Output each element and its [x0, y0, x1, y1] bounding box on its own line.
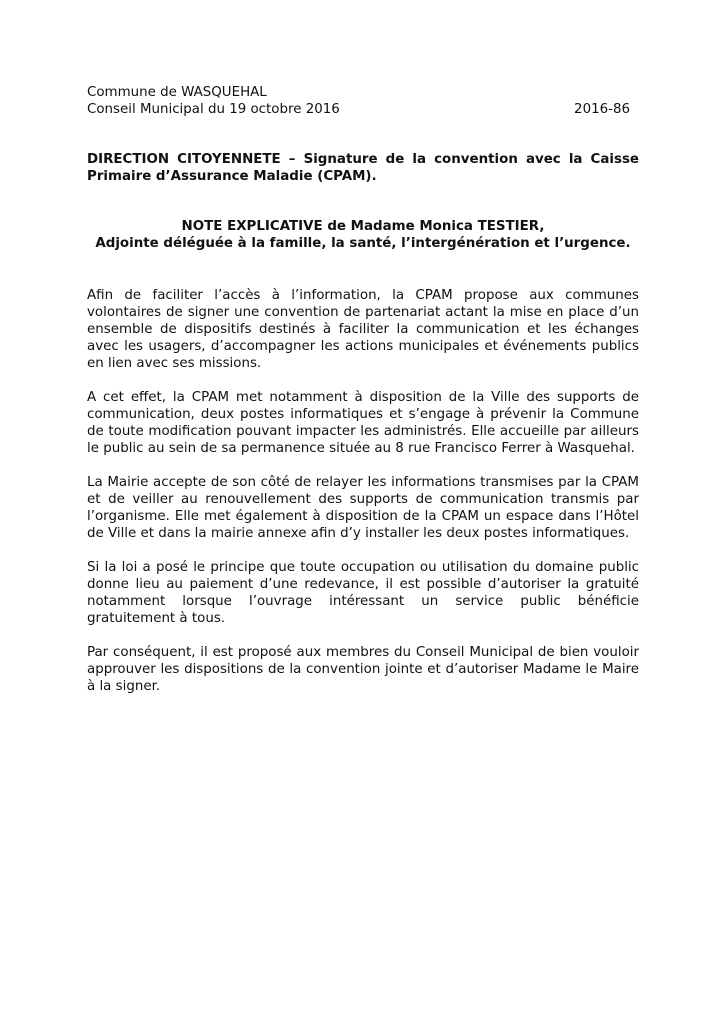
deliberation-reference: 2016-86: [574, 102, 630, 117]
commune-name: Commune de WASQUEHAL: [87, 85, 267, 100]
council-date: Conseil Municipal du 19 octobre 2016: [87, 102, 340, 117]
subject-heading: DIRECTION CITOYENNETE – Signature de la convention avec la Caisse Primaire d’Assurance Maladie (CPAM).: [87, 152, 639, 184]
note-title: NOTE EXPLICATIVE de Madame Monica TESTIER,: [181, 219, 545, 234]
paragraph-legal-basis: Si la loi a posé le principe que toute occupation ou utilisation du domaine public donne lieu au paiement d’une redevance, il est possible d’autoriser la gratuité notamment lorsque l’ouvrage intéressant un service public bénéficie gratuitement à tous.: [87, 560, 639, 626]
paragraph-mairie-commitments: La Mairie accepte de son côté de relayer les informations transmises par la CPAM et de veiller au renouvellement des supports de communication transmis par l’organisme. Elle met également à disposition de la CPAM un espace dans l’Hôtel de Ville et dans la mairie annexe afin d’y installer les deux postes informatiques.: [87, 475, 639, 541]
document-body: [87, 84, 639, 708]
paragraph-purpose: Afin de faciliter l’accès à l’information, la CPAM propose aux communes volontaires de signer une convention de partenariat actant la mise en place d’un ensemble de dispositifs destinés à faciliter la communication et les échanges avec les usagers, d’accompagner les actions municipales et événements publics en lien avec ses missions.: [87, 288, 639, 371]
paragraph-proposal: Par conséquent, il est proposé aux membres du Conseil Municipal de bien vouloir approuver les dispositions de la convention jointe et d’autoriser Madame le Maire à la signer.: [87, 645, 639, 694]
paragraph-cpam-commitments: A cet effet, la CPAM met notamment à disposition de la Ville des supports de communication, deux postes informatiques et s’engage à prévenir la Commune de toute modification pouvant impacter les administrés. Elle accueille par ailleurs le public au sein de sa permanence située au 8 rue Francisco Ferrer à Wasquehal.: [87, 390, 639, 456]
note-author-role: Adjointe déléguée à la famille, la santé, l’intergénération et l’urgence.: [95, 236, 631, 251]
header-row: [87, 101, 639, 118]
explanatory-note-heading: [87, 218, 639, 252]
